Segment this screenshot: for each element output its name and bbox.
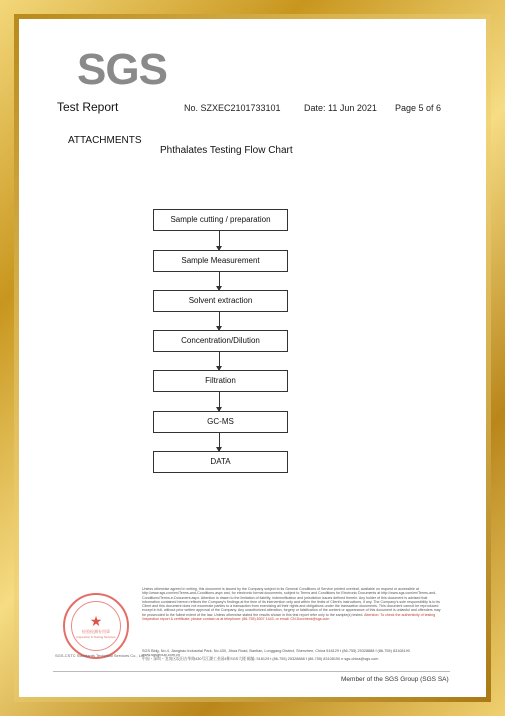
flow-step-data: DATA <box>153 451 288 473</box>
page-number: Page 5 of 6 <box>395 103 442 113</box>
flow-arrow <box>219 272 220 290</box>
flow-step-filtration: Filtration <box>153 370 288 392</box>
address-chinese: 中国・深圳・龙岗区坂田吉华路430号江灏工业园4栋SGS大楼 邮编: 518129 t (86-755) 25328888 f (86-755) 83108190 e sgs.china@sgs.com <box>142 657 379 661</box>
flow-step-gc-ms: GC-MS <box>153 411 288 433</box>
seal-text: 检验检测专用章 <box>82 629 110 634</box>
flow-step-concentration-dilution: Concentration/Dilution <box>153 330 288 352</box>
address-english: SGS Bldg, No.4, Jianghao Industrial Park, No.430, Jihua Road, Bantian, Longgang District, Shenzhen, China 518129 t (86-755) 25328888 f (86-755) 83108190 www.sgsgroup.com.cn <box>142 649 410 657</box>
report-date: Date: 11 Jun 2021 <box>304 103 377 113</box>
flow-arrow <box>219 231 220 250</box>
seal-subtext: Inspection & Testing Services <box>76 635 116 639</box>
flow-step-sample-measurement: Sample Measurement <box>153 250 288 272</box>
attachments-label: ATTACHMENTS <box>68 135 142 146</box>
report-title: Test Report <box>57 100 119 114</box>
sgs-logo: SGS <box>77 41 161 99</box>
report-number: No. SZXEC2101733101 <box>184 103 281 113</box>
authenticity-notice: Attention: To check the authenticity of testing /inspection report & certificate, please contact us at telephone: (86-755) 8307 1443, or email: CN.Doccheck@sgs.com <box>142 612 436 622</box>
legal-text: Unless otherwise agreed in writing, this document is issued by the Company subject to its General Conditions of Service printed overleaf, available on request or accessible at http://www.sgs.com/en/Terms-and-Conditions.aspx and, for electronic format documents, subject to Terms and Conditions for Electronic Documents at http://www.sgs.com/en/Terms-and-Conditions/Terms-e-Document.aspx. Attention is drawn to the limitation of liability, indemnification and jurisdiction issues defined therein. Any holder of this document is advised that information contained hereon reflects the Company's findings at the time of its intervention only and within the limits of Client's instructions, if any. The Company's sole responsibility is to its Client and this document does not exonerate parties to a transaction from exercising all their rights and obligations under the transaction documents. This document cannot be reproduced except in full, without prior written approval of the Company. Any unauthorized alteration, forgery or falsification of the content or appearance of this document is unlawful and offenders may be prosecuted to the fullest extent of the law. Unless otherwise stated the results shown in this test report refer only to the sample(s) tested. <box>142 587 441 617</box>
company-seal <box>63 593 129 659</box>
footer-divider <box>53 671 450 672</box>
flow-chart-title: Phthalates Testing Flow Chart <box>160 145 293 156</box>
flow-arrow <box>219 433 220 451</box>
flow-step-sample-cutting: Sample cutting / preparation <box>153 209 288 231</box>
star-icon: ★ <box>89 613 103 629</box>
flow-arrow <box>219 312 220 330</box>
flow-step-solvent-extraction: Solvent extraction <box>153 290 288 312</box>
flow-arrow <box>219 352 220 370</box>
legal-disclaimer <box>142 587 442 621</box>
member-text: Member of the SGS Group (SGS SA) <box>341 676 449 683</box>
document-page <box>19 19 486 697</box>
flow-arrow <box>219 392 220 411</box>
company-name-small: SGS-CSTC Standards Technical Services Co., Ltd. <box>55 653 146 658</box>
